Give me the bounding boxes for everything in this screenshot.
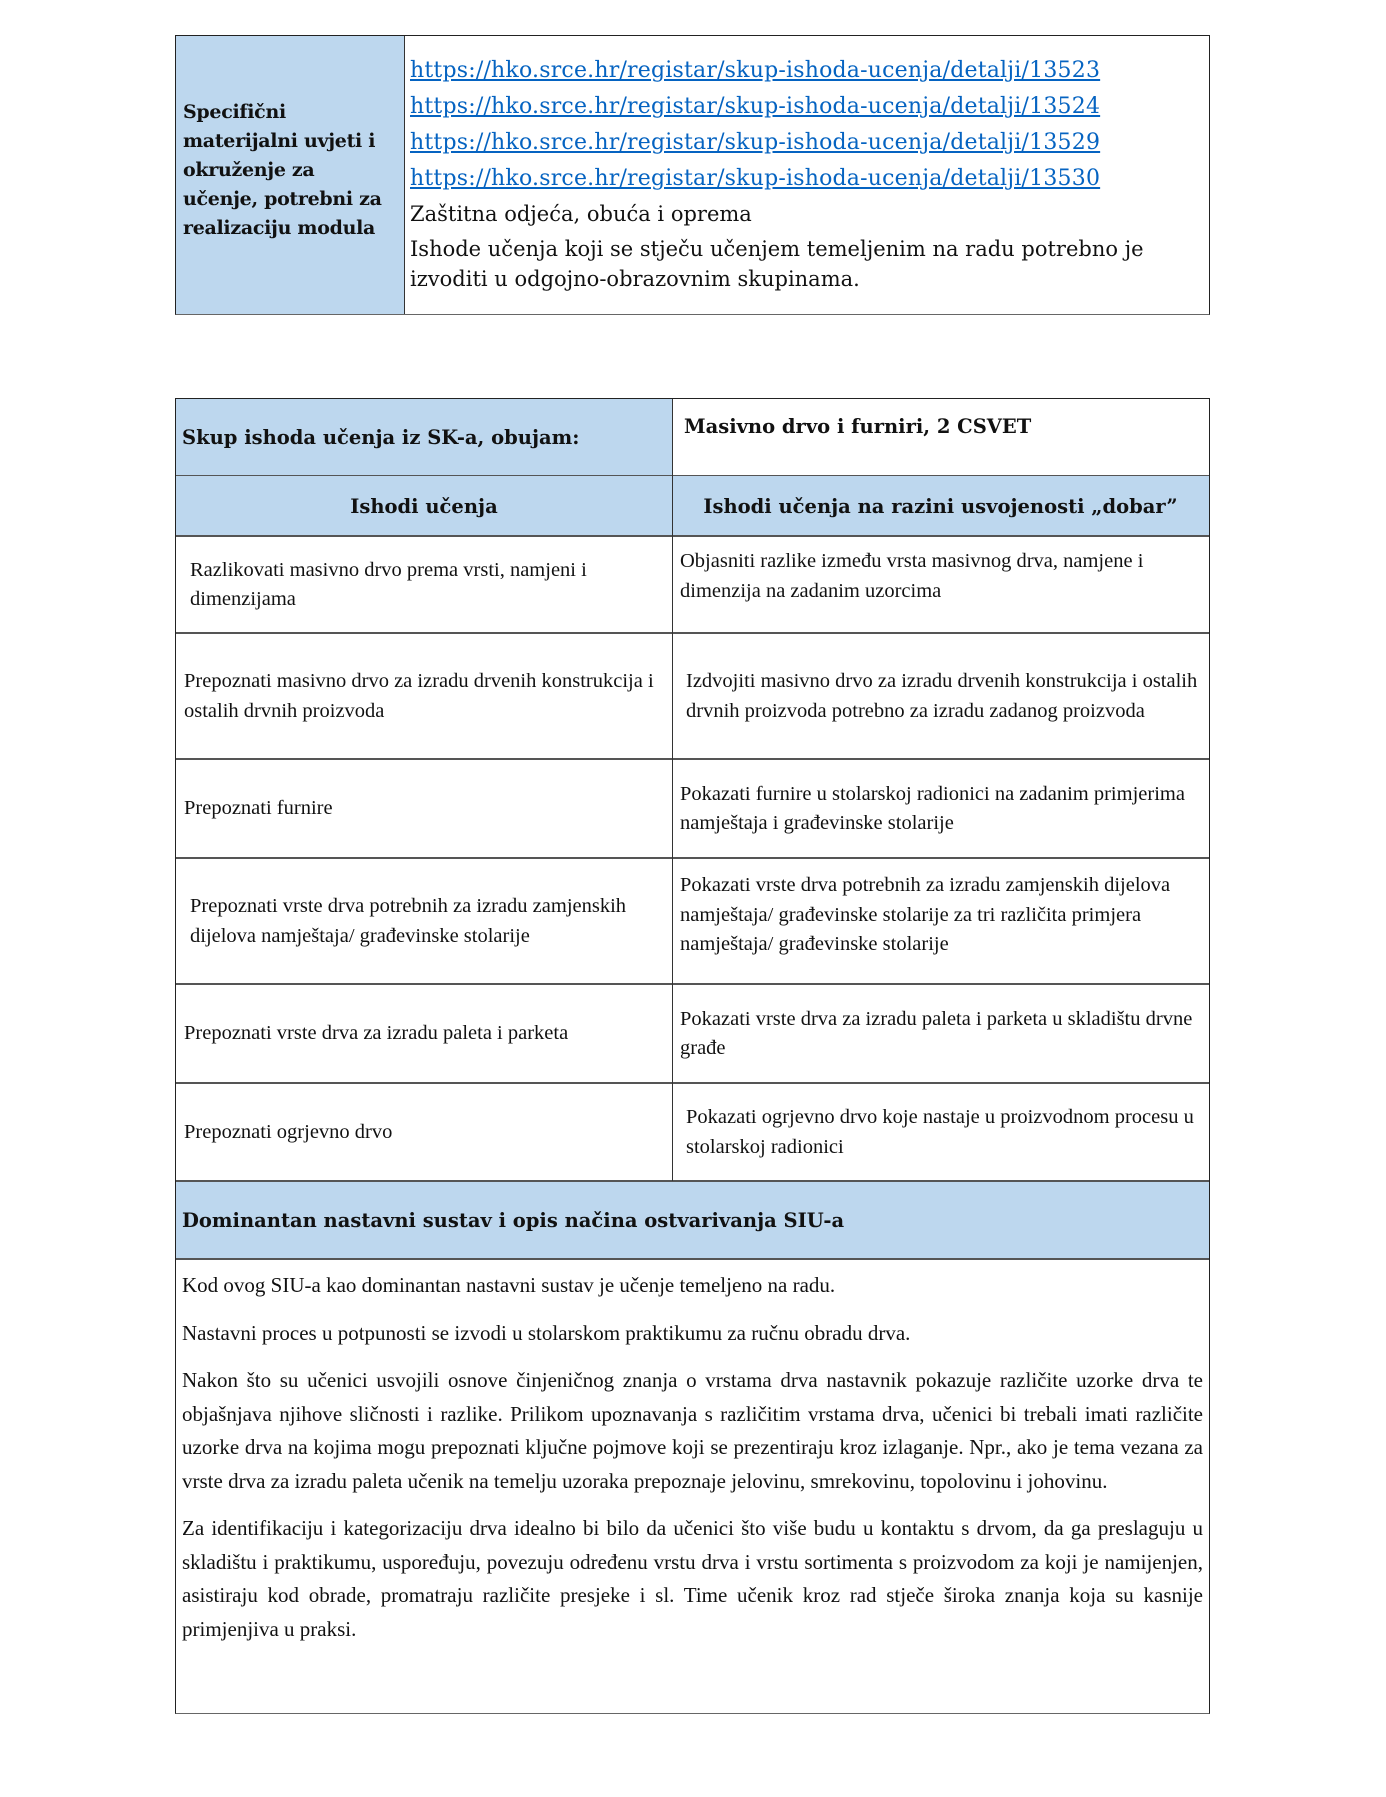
good-level-text: Pokazati furnire u stolarskoj radionici na zadanim primjerima namještaja i građevinske stolarije <box>680 782 1185 834</box>
equipment-text: Zaštitna odjeća, obuća i oprema <box>410 202 752 226</box>
outcome-text: Prepoznati masivno drvo za izradu drvenih konstrukcija i ostalih drvnih proizvoda <box>184 670 654 722</box>
good-level-text: Izdvojiti masivno drvo za izradu drvenih konstrukcija i ostalih drvnih proizvoda potrebno za izradu zadanog proizvoda <box>686 670 1198 722</box>
material-conditions-label-line: učenje, potrebni za <box>183 188 382 210</box>
siu-section-header <box>176 1182 1209 1259</box>
outcome-text: Prepoznati furnire <box>184 797 333 820</box>
table-row-3-good <box>672 760 1209 858</box>
table-row-2-good <box>672 634 1209 759</box>
table-row-1-good <box>672 537 1209 633</box>
material-conditions-label-line: okruženje za <box>183 159 315 181</box>
table-row-1-outcome <box>176 537 672 633</box>
set-value-cell <box>672 399 1209 476</box>
siu-paragraph: Kod ovog SIU-a kao dominantan nastavni sustav je učenje temeljeno na radu. <box>182 1273 836 1297</box>
material-conditions-content-cell <box>404 36 1209 314</box>
table-row-5-outcome <box>176 985 672 1083</box>
good-level-text: Pokazati ogrjevno drvo koje nastaje u proizvodnom procesu u stolarskoj radionici <box>686 1106 1194 1158</box>
set-label-cell <box>176 399 672 476</box>
siu-paragraph: Za identifikaciju i kategorizaciju drva idealno bi bilo da učenici što više budu u kontaktu s drvom, da ga preslaguju u skladištu i praktikumu, uspoređuju, povezuju određenu vrstu drva i vrstu sortimenta s proizvodom za koji je namijenjen, asistiraju kod obrade, promatraju različite presjeke i sl. Time učenik kroz rad stječe široka znanja koja su kasnije primjenjiva u praksi. <box>182 1516 1203 1641</box>
outcome-text: Razlikovati masivno drvo prema vrsti, namjeni i dimenzijama <box>190 558 587 610</box>
table-row-6-good <box>672 1084 1209 1181</box>
table-row-4-outcome <box>176 859 672 984</box>
material-conditions-label-line: Specifični <box>183 101 286 123</box>
siu-section-body <box>176 1260 1209 1660</box>
material-conditions-label-line: materijalni uvjeti i <box>183 130 376 152</box>
siu-section-title: Dominantan nastavni sustav i opis načina ostvarivanja SIU-a <box>182 1209 845 1232</box>
table-row-3-outcome <box>176 760 672 858</box>
table-row-2-outcome <box>176 634 672 759</box>
outcome-text: Prepoznati ogrjevno drvo <box>184 1120 393 1143</box>
work-based-learning-note: Ishode učenja koji se stječu učenjem temeljenim na radu potrebno je izvoditi u odgojno-obrazovnim skupinama. <box>410 237 1144 291</box>
good-level-text: Pokazati vrste drva za izradu paleta i parketa u skladištu drvne građe <box>680 1007 1193 1059</box>
siu-paragraph: Nastavni proces u potpunosti se izvodi u stolarskom praktikumu za ručnu obradu drva. <box>182 1320 911 1345</box>
set-label: Skup ishoda učenja iz SK-a, obujam: <box>182 426 580 449</box>
column-header-label: Ishodi učenja na razini usvojenosti „dobar” <box>703 494 1178 518</box>
siu-paragraph: Nakon što su učenici usvojili osnove činjeničnog znanja o vrstama drva nastavnik pokazuje različite uzorke drva te objašnjava njihove sličnosti i razlike. Prilikom upoznavanja s različitim vrstama drva, učenici bi trebali imati različite uzorke drva na kojima mogu prepoznati ključne pojmove koji se prezentiraju kroz izlaganje. Npr., ako je tema vezana za vrste drva za izradu paleta učenik na temelju uzoraka prepoznaje jelovinu, smrekovinu, topolovinu i johovinu. <box>182 1368 1203 1493</box>
column-header-label: Ishodi učenja <box>350 494 498 518</box>
learning-outcomes-table <box>175 398 1210 1714</box>
hko-link-13530[interactable]: https://hko.srce.hr/registar/skup-ishoda-ucenja/detalji/13530 <box>410 166 1101 191</box>
outcome-text: Prepoznati vrste drva potrebnih za izradu zamjenskih dijelova namještaja/ građevinske stolarije <box>190 895 627 947</box>
table-row-4-good <box>672 859 1209 984</box>
hko-link-13523[interactable]: https://hko.srce.hr/registar/skup-ishoda-ucenja/detalji/13523 <box>410 58 1101 83</box>
column-header-good-level <box>672 476 1209 536</box>
material-conditions-label-cell <box>176 36 404 314</box>
material-conditions-label-line: realizaciju modula <box>183 217 376 239</box>
outcome-text: Prepoznati vrste drva za izradu paleta i parketa <box>184 1022 569 1045</box>
column-divider <box>672 399 673 1181</box>
column-header-outcomes <box>176 476 672 536</box>
good-level-text: Objasniti razlike između vrsta masivnog drva, namjene i dimenzija na zadanim uzorcima <box>680 550 1144 602</box>
hko-link-13529[interactable]: https://hko.srce.hr/registar/skup-ishoda-ucenja/detalji/13529 <box>410 130 1101 155</box>
table-row-5-good <box>672 985 1209 1083</box>
material-conditions-table <box>175 35 1210 315</box>
good-level-text: Pokazati vrste drva potrebnih za izradu zamjenskih dijelova namještaja/ građevinske stolarije za tri različita primjera namještaja/ građevinske stolarije <box>680 874 1171 955</box>
table-row-6-outcome <box>176 1084 672 1181</box>
set-value: Masivno drvo i furniri, 2 CSVET <box>684 415 1032 438</box>
hko-link-13524[interactable]: https://hko.srce.hr/registar/skup-ishoda-ucenja/detalji/13524 <box>410 94 1101 119</box>
